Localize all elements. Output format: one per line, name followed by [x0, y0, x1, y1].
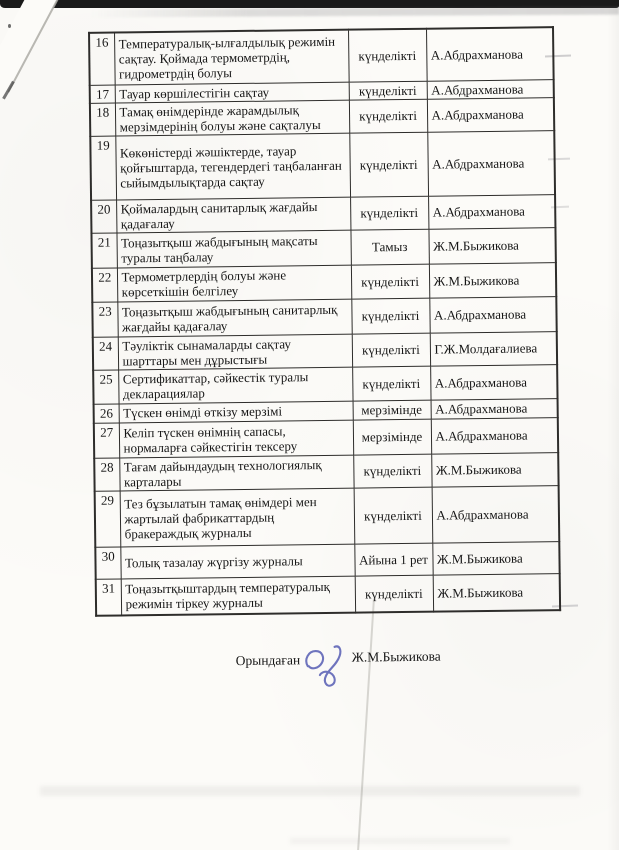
row-number-cell: 30	[95, 546, 120, 578]
responsible-cell: А.Абдрахманова	[431, 398, 558, 419]
responsible-cell: А.Абдрахманова	[428, 194, 555, 229]
document-content	[86, 26, 565, 732]
frequency-cell: күнделікті	[351, 264, 429, 299]
scan-top-streak	[90, 7, 619, 18]
responsible-cell: А.Абдрахманова	[426, 27, 554, 81]
table-row	[89, 27, 554, 85]
frequency-cell: мерзімінде	[353, 419, 431, 455]
table-row	[94, 417, 558, 458]
table-row	[93, 364, 557, 404]
responsible-cell: А.Абдрахманова	[427, 79, 554, 99]
frequency-cell: күнделікті	[350, 196, 428, 230]
row-number-cell: 28	[94, 457, 119, 490]
frequency-cell: күнделікті	[353, 454, 431, 488]
task-cell: Тамақ өнімдерінде жарамдылық мерзімдерінің болуы және сақталуы	[115, 100, 349, 136]
task-cell: Термометрлердің болуы және көрсеткішін белгілеу	[117, 265, 351, 302]
row-number-cell: 31	[96, 578, 121, 615]
frequency-cell: күнделікті	[349, 81, 427, 100]
task-cell: Тағам дайындаудың технологиялық карталары	[119, 455, 353, 491]
task-cell: Тез бұзылатын тамақ өнімдері мен жартылай фабрикаттардың бракераждық журналы	[120, 488, 355, 547]
table-row	[96, 573, 560, 616]
row-number-cell: 16	[89, 33, 115, 85]
row-number-cell: 24	[93, 337, 118, 370]
task-cell: Тәуліктік сынамаларды сақтау шарттары мен дұрыстығы	[118, 334, 352, 370]
responsible-cell: А.Абдрахманова	[431, 417, 558, 454]
task-cell: Тауар көршілестігін сақтау	[115, 82, 349, 103]
table-row	[90, 130, 555, 200]
frequency-cell: күнделікті	[349, 132, 428, 197]
responsible-cell: Ж.М.Быжикова	[431, 452, 558, 487]
frequency-cell: күнделікті	[352, 366, 430, 401]
table-row	[92, 296, 556, 337]
footer-signature-row	[93, 638, 564, 714]
frequency-cell: күнделікті	[352, 333, 430, 367]
executor-name: Ж.М.Быжикова	[351, 648, 441, 665]
responsible-cell: Ж.М.Быжикова	[432, 541, 559, 575]
checklist-table	[88, 26, 561, 617]
responsible-cell: Ж.М.Быжикова	[433, 573, 560, 612]
executor-label: Орындаған	[235, 652, 301, 669]
row-number-cell: 18	[90, 103, 115, 136]
task-cell: Тоңазытқыштардың температуралық режимін тіркеу журналы	[121, 576, 355, 616]
frequency-cell: мерзімінде	[353, 400, 431, 420]
row-number-cell: 26	[94, 404, 119, 423]
row-number-cell: 20	[91, 200, 116, 233]
responsible-cell: А.Абдрахманова	[429, 296, 556, 333]
frequency-cell: Айына 1 рет	[354, 543, 432, 576]
row-number-cell: 29	[95, 490, 121, 546]
responsible-cell: Ж.М.Быжикова	[429, 262, 556, 298]
responsible-cell: А.Абдрахманова	[430, 364, 557, 400]
speck-mark	[8, 24, 11, 28]
task-cell: Температуралық-ылғалдылық режимін сақтау. Қоймада термометрдің, гидрометрдің болуы	[114, 30, 349, 85]
row-number-cell: 17	[90, 85, 115, 103]
responsible-cell: Г.Ж.Молдағалиева	[430, 331, 557, 366]
row-number-cell: 23	[92, 302, 117, 337]
responsible-cell: А.Абдрахманова	[427, 130, 555, 196]
row-number-cell: 25	[93, 370, 118, 404]
responsible-cell: А.Абдрахманова	[432, 485, 560, 543]
row-number-cell: 19	[90, 136, 116, 200]
responsible-cell: Ж.М.Быжикова	[428, 227, 555, 264]
frequency-cell: күнделікті	[348, 29, 427, 82]
task-cell: Тоңазытқыш жабдығының санитарлық жағдайы қадағалау	[117, 299, 351, 337]
task-cell: Толық тазалау жүргізу журналы	[120, 544, 354, 579]
table-row	[95, 485, 560, 547]
frequency-cell: күнделікті	[355, 575, 433, 613]
scan-noise	[290, 838, 510, 844]
task-cell: Қоймалардың санитарлық жағдайы қадағалау	[116, 197, 350, 233]
table-row	[92, 262, 556, 302]
checklist-table-body	[89, 27, 560, 616]
task-cell: Түскен өнімді өткізу мерзімі	[119, 401, 353, 423]
frequency-cell: Тамыз	[350, 229, 428, 265]
row-number-cell: 27	[94, 422, 119, 457]
task-cell: Тоңазытқыш жабдығының мақсаты туралы таңбалау	[116, 230, 350, 268]
frequency-cell: күнделікті	[351, 298, 429, 334]
handwritten-signature	[296, 641, 359, 694]
scan-noise	[40, 786, 580, 796]
task-cell: Сертификаттар, сәйкестік туралы декларациялар	[118, 367, 352, 404]
table-row	[91, 227, 555, 268]
task-cell: Көкөністерді жәшіктерде, тауар қойғыштарда, тегендердегі таңбаланған сыйымдылықтарда сақтау	[115, 133, 350, 200]
row-number-cell: 21	[91, 233, 116, 268]
frequency-cell: күнделікті	[354, 487, 433, 544]
frequency-cell: күнделікті	[349, 99, 427, 133]
task-cell: Келіп түскен өнімнің сапасы, нормаларға сәйкестігін тексеру	[119, 420, 353, 458]
row-number-cell: 22	[92, 268, 117, 302]
responsible-cell: А.Абдрахманова	[427, 97, 554, 132]
